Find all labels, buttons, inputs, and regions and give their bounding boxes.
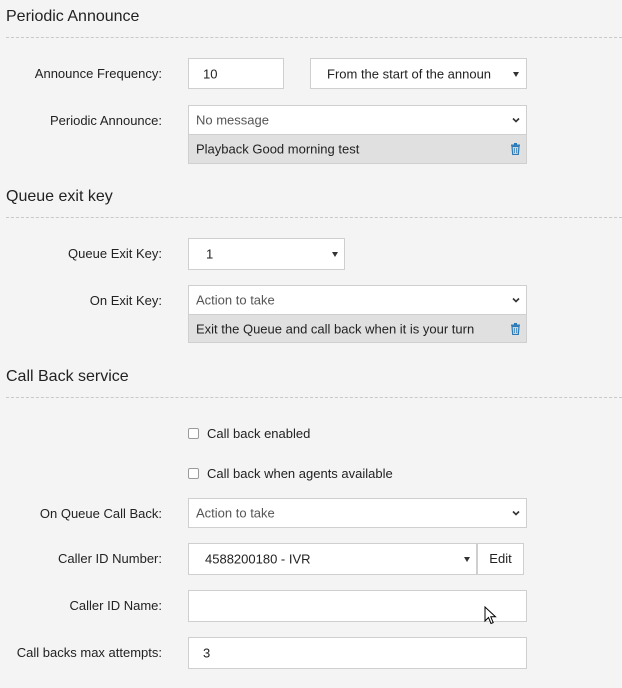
periodic-announce-selected-item bbox=[188, 134, 527, 164]
call-back-enabled-row[interactable] bbox=[188, 426, 310, 441]
call-back-enabled-label: Call back enabled bbox=[207, 426, 311, 441]
announce-frequency-input[interactable] bbox=[188, 58, 284, 89]
call-back-enabled-checkbox[interactable] bbox=[188, 428, 199, 439]
periodic-announce-placeholder: No message bbox=[196, 112, 269, 128]
caller-id-name-label: Caller ID Name: bbox=[69, 598, 162, 613]
section-divider bbox=[6, 37, 622, 38]
caller-id-number-value: 4588200180 - IVR bbox=[205, 551, 311, 567]
on-exit-key-label: On Exit Key: bbox=[89, 293, 162, 308]
queue-exit-key-value: 1 bbox=[206, 246, 214, 262]
periodic-announce-select[interactable] bbox=[188, 105, 527, 135]
on-exit-key-placeholder: Action to take bbox=[196, 292, 275, 308]
announce-frequency-label: Announce Frequency: bbox=[34, 66, 162, 81]
call-back-agents-available-label: Call back when agents available bbox=[207, 466, 393, 481]
section-title-call-back-service: Call Back service bbox=[6, 368, 129, 385]
caret-down-icon bbox=[332, 252, 338, 257]
on-exit-key-selected-text: Exit the Queue and call back when it is your turn bbox=[196, 321, 475, 336]
call-back-agents-available-checkbox[interactable] bbox=[188, 468, 199, 479]
queue-exit-key-label: Queue Exit Key: bbox=[68, 246, 162, 261]
max-attempts-value: 3 bbox=[203, 645, 211, 661]
caller-id-number-label: Caller ID Number: bbox=[57, 551, 162, 566]
announce-frequency-mode-select[interactable] bbox=[310, 58, 527, 89]
section-divider bbox=[6, 397, 622, 398]
call-back-agents-available-row[interactable] bbox=[188, 466, 393, 481]
caller-id-number-select[interactable] bbox=[188, 543, 477, 575]
periodic-announce-selected-text: Playback Good morning test bbox=[196, 141, 360, 157]
periodic-announce-label: Periodic Announce: bbox=[49, 113, 162, 128]
section-title-periodic-announce: Periodic Announce bbox=[6, 8, 140, 25]
caller-id-edit-button[interactable]: Edit bbox=[477, 543, 524, 575]
mouse-cursor-icon bbox=[484, 606, 498, 626]
trash-icon[interactable] bbox=[510, 143, 521, 155]
announce-frequency-value: 10 bbox=[203, 66, 218, 81]
announce-frequency-mode-value: From the start of the announ bbox=[327, 66, 492, 81]
chevron-down-icon[interactable] bbox=[511, 295, 521, 305]
caret-down-icon bbox=[513, 72, 519, 77]
queue-exit-key-select[interactable] bbox=[188, 238, 345, 270]
section-title-queue-exit-key: Queue exit key bbox=[6, 188, 113, 205]
on-queue-call-back-label: On Queue Call Back: bbox=[39, 506, 162, 521]
max-attempts-label: Call backs max attempts: bbox=[16, 645, 162, 660]
trash-icon[interactable] bbox=[510, 323, 521, 335]
on-queue-call-back-select[interactable] bbox=[188, 498, 527, 528]
section-divider bbox=[6, 217, 622, 218]
caller-id-name-input[interactable] bbox=[188, 590, 527, 622]
max-attempts-input[interactable] bbox=[188, 637, 527, 669]
chevron-down-icon[interactable] bbox=[511, 115, 521, 125]
on-queue-call-back-placeholder: Action to take bbox=[196, 505, 275, 521]
chevron-down-icon[interactable] bbox=[511, 508, 521, 518]
on-exit-key-select[interactable] bbox=[188, 285, 527, 315]
caret-down-icon bbox=[464, 557, 470, 562]
on-exit-key-selected-item bbox=[188, 314, 527, 343]
